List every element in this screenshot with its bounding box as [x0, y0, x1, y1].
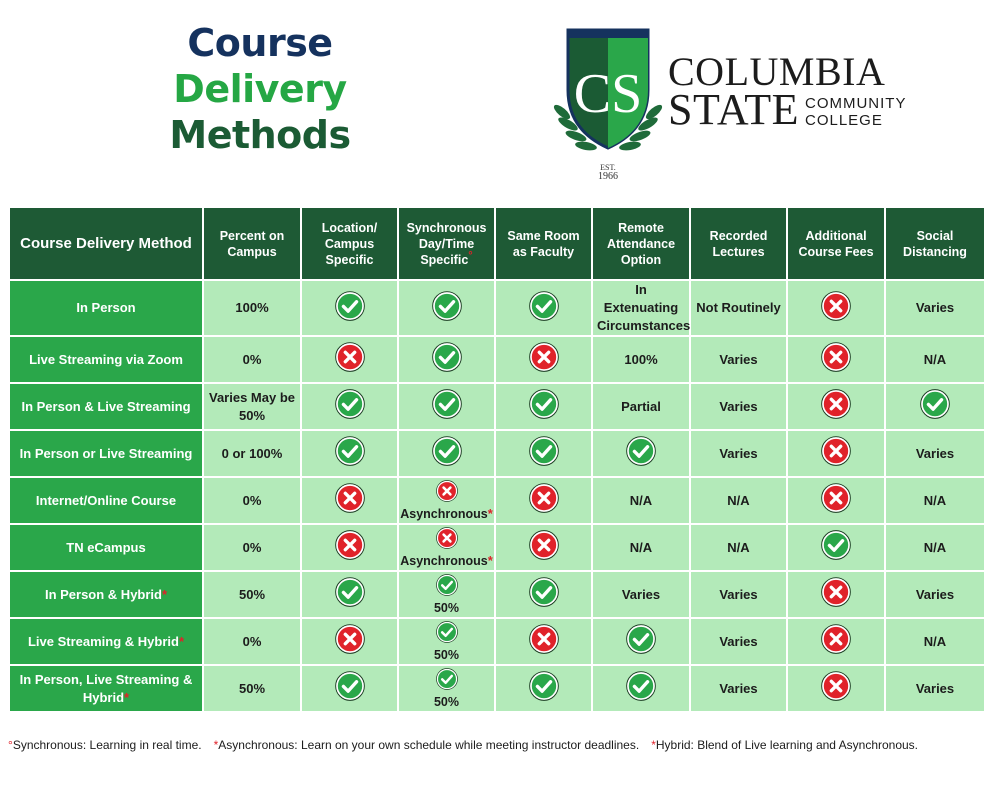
- method-cell: [9, 618, 203, 665]
- cell-text: N/A: [629, 539, 653, 555]
- svg-text:CS: CS: [573, 63, 643, 125]
- method-cell: [9, 430, 203, 477]
- table-cell: [203, 571, 301, 618]
- title-line-1: Course: [187, 21, 333, 65]
- cell-text: 0 or 100%: [221, 445, 283, 461]
- cross-icon: [529, 483, 559, 518]
- footnote-item: [214, 738, 640, 752]
- column-header: [787, 207, 885, 280]
- footnote-text: Synchronous: Learning in real time.: [12, 738, 202, 752]
- cell-text: Varies: [915, 300, 955, 315]
- cell-text: Varies: [719, 680, 758, 696]
- footnote-mark: °: [8, 738, 13, 752]
- table-row: [9, 280, 985, 336]
- table-cell: [885, 336, 985, 383]
- cell-text: N/A: [923, 351, 947, 367]
- table-cell: [690, 430, 787, 477]
- cell-text: 0%: [242, 351, 262, 367]
- svg-text:EST.: EST.: [600, 163, 616, 172]
- method-cell: [9, 665, 203, 712]
- cell-text: Varies: [719, 586, 758, 602]
- column-header-label: Additional Course Fees: [798, 228, 874, 259]
- cell-text: N/A: [923, 633, 947, 649]
- table-cell: [301, 383, 398, 430]
- footnote-mark: *: [213, 738, 219, 752]
- method-cell: [9, 280, 203, 336]
- asynchronous-mark: *: [487, 552, 493, 568]
- cell-text: Not Routinely: [696, 300, 781, 315]
- column-header-label: Same Room as Faculty: [507, 228, 580, 259]
- cell-sublabel-text: 50%: [433, 600, 460, 615]
- table-cell: [787, 383, 885, 430]
- title-line-3: Methods: [169, 113, 351, 157]
- column-header-label: Recorded Lectures: [709, 228, 768, 259]
- table-cell: [690, 477, 787, 524]
- table-cell: [495, 430, 592, 477]
- table-cell: [398, 383, 495, 430]
- check-icon: [335, 389, 365, 424]
- table-cell: [398, 280, 495, 336]
- table-cell: [301, 477, 398, 524]
- cell-sublabel: [434, 647, 459, 663]
- cell-text: 100%: [235, 300, 269, 315]
- method-label: In Person & Hybrid: [44, 586, 162, 602]
- hybrid-mark: *: [161, 586, 168, 602]
- table-cell: [885, 477, 985, 524]
- check-icon: [432, 389, 462, 424]
- table-cell: [787, 571, 885, 618]
- check-icon: [626, 436, 656, 471]
- cell-text: Varies May be 50%: [209, 389, 295, 423]
- table-cell: [495, 665, 592, 712]
- table-cell: [885, 383, 985, 430]
- table-cell: [885, 665, 985, 712]
- cross-icon: [821, 671, 851, 706]
- column-header-label: Synchronous Day/Time Specific: [406, 220, 487, 267]
- check-icon: [529, 671, 559, 706]
- table-cell: [203, 665, 301, 712]
- logo-wordmark: COLUMBIA STATE COMMUNITY COLLEGE: [668, 49, 907, 134]
- table-cell: [885, 524, 985, 571]
- icon-with-label: [403, 621, 490, 663]
- icon-with-label: [400, 527, 493, 569]
- check-icon: [529, 389, 559, 424]
- table-cell: [398, 477, 495, 524]
- method-cell: [9, 477, 203, 524]
- table-cell: [398, 571, 495, 618]
- table-cell: [592, 571, 690, 618]
- cell-sublabel-text: Asynchronous: [400, 553, 488, 568]
- check-icon: [436, 621, 458, 647]
- table-cell: [592, 383, 690, 430]
- hybrid-mark: *: [178, 633, 185, 649]
- table-cell: [398, 336, 495, 383]
- check-icon: [821, 530, 851, 565]
- cross-icon: [335, 624, 365, 659]
- table-cell: [787, 430, 885, 477]
- asynchronous-mark: *: [487, 505, 493, 521]
- cell-sublabel: [434, 600, 459, 616]
- cell-text: N/A: [629, 492, 653, 508]
- cross-icon: [335, 342, 365, 377]
- cell-text: Varies: [719, 445, 758, 461]
- check-icon: [529, 577, 559, 612]
- cross-icon: [335, 483, 365, 518]
- cross-icon: [436, 527, 458, 553]
- check-icon: [529, 436, 559, 471]
- table-cell: [495, 477, 592, 524]
- method-cell: [9, 571, 203, 618]
- table-cell: [690, 280, 787, 336]
- table-row: [9, 430, 985, 477]
- table-cell: [301, 618, 398, 665]
- table-cell: [885, 430, 985, 477]
- method-cell: [9, 383, 203, 430]
- table-cell: [885, 571, 985, 618]
- check-icon: [432, 291, 462, 326]
- check-icon: [335, 577, 365, 612]
- table-cell: [592, 430, 690, 477]
- cross-icon: [335, 530, 365, 565]
- cell-text: N/A: [923, 539, 947, 555]
- method-label: Internet/Online Course: [35, 492, 177, 508]
- footnote-mark: *: [651, 738, 656, 752]
- check-icon: [335, 291, 365, 326]
- table-cell: [787, 665, 885, 712]
- column-header-label: Percent on Campus: [219, 228, 285, 259]
- column-header: [203, 207, 301, 280]
- cross-icon: [529, 624, 559, 659]
- table-cell: [495, 383, 592, 430]
- table-cell: [301, 524, 398, 571]
- cell-text: Varies: [719, 633, 758, 649]
- column-header: [301, 207, 398, 280]
- table-row: [9, 383, 985, 430]
- column-header-label: Location/ Campus Specific: [321, 220, 378, 267]
- check-icon: [335, 436, 365, 471]
- table-cell: [495, 280, 592, 336]
- column-header-label: Course Delivery Method: [20, 234, 192, 252]
- cross-icon: [821, 291, 851, 326]
- cell-text: 0%: [242, 492, 262, 508]
- column-header-label: Social Distancing: [903, 228, 967, 259]
- icon-with-label: [403, 574, 490, 616]
- cell-text: Partial: [621, 398, 661, 414]
- cell-text: In Extenuating Circumstances: [597, 282, 691, 333]
- cell-sublabel: [434, 694, 459, 710]
- table-cell: [885, 618, 985, 665]
- cell-text: N/A: [727, 492, 750, 508]
- cross-icon: [821, 342, 851, 377]
- method-label: Live Streaming via Zoom: [29, 351, 183, 367]
- column-header: [690, 207, 787, 280]
- cell-sublabel-text: 50%: [433, 647, 460, 662]
- svg-text:1966: 1966: [598, 171, 618, 180]
- cell-text: Varies: [915, 680, 955, 696]
- cell-sublabel-text: 50%: [433, 694, 460, 709]
- table-cell: [592, 665, 690, 712]
- icon-with-label: [403, 668, 490, 710]
- check-icon: [920, 389, 950, 424]
- table-cell: [203, 280, 301, 336]
- table-cell: [690, 665, 787, 712]
- table-row: [9, 571, 985, 618]
- cell-text: Varies: [719, 398, 758, 414]
- hybrid-mark: *: [124, 689, 130, 705]
- table-cell: [398, 430, 495, 477]
- cross-icon: [529, 342, 559, 377]
- table-cell: [301, 430, 398, 477]
- delivery-methods-table: [8, 206, 986, 713]
- cell-text: 100%: [624, 351, 658, 367]
- check-icon: [529, 291, 559, 326]
- footnotes: [8, 738, 992, 752]
- check-icon: [432, 436, 462, 471]
- column-header-label: Remote Attendance Option: [606, 220, 676, 267]
- footnote-text: Asynchronous: Learn on your own schedule while meeting instructor deadlines.: [218, 738, 640, 752]
- table-cell: [203, 430, 301, 477]
- table-cell: [885, 280, 985, 336]
- method-label: In Person or Live Streaming: [19, 445, 193, 461]
- cell-text: Varies: [719, 351, 758, 367]
- cross-icon: [529, 530, 559, 565]
- cross-icon: [821, 436, 851, 471]
- cell-text: N/A: [923, 492, 947, 508]
- page-title: [140, 20, 380, 158]
- table-row: [9, 477, 985, 524]
- table-cell: [787, 336, 885, 383]
- cell-text: Varies: [915, 586, 955, 602]
- table-cell: [495, 336, 592, 383]
- footnote-item: [651, 738, 918, 752]
- method-label: TN eCampus: [66, 539, 146, 555]
- check-icon: [626, 624, 656, 659]
- cell-sublabel: [400, 506, 493, 522]
- method-cell: [9, 524, 203, 571]
- table-cell: [495, 618, 592, 665]
- cell-text: N/A: [727, 539, 750, 555]
- footnote-item: [8, 738, 202, 752]
- table-row: [9, 336, 985, 383]
- shield-crest-icon: [548, 20, 668, 180]
- table-cell: [203, 336, 301, 383]
- cell-text: Varies: [915, 445, 955, 461]
- cross-icon: [436, 480, 458, 506]
- table-cell: [398, 618, 495, 665]
- check-icon: [626, 671, 656, 706]
- table-cell: [787, 477, 885, 524]
- table-cell: [203, 383, 301, 430]
- column-header: [495, 207, 592, 280]
- table-cell: [592, 477, 690, 524]
- column-header: [9, 207, 203, 280]
- cross-icon: [821, 577, 851, 612]
- table-cell: [592, 280, 690, 336]
- table-header-row: [9, 207, 985, 280]
- table-cell: [301, 280, 398, 336]
- cell-sublabel: [400, 553, 493, 569]
- cell-text: 0%: [242, 539, 262, 555]
- table-cell: [690, 618, 787, 665]
- cell-text: 0%: [242, 633, 262, 649]
- column-header: [398, 207, 495, 280]
- table-cell: [592, 336, 690, 383]
- synchronous-mark: °: [468, 249, 473, 262]
- table-cell: [203, 477, 301, 524]
- method-label: In Person, Live Streaming & Hybrid: [19, 671, 193, 705]
- table-cell: [787, 280, 885, 336]
- table-cell: [787, 524, 885, 571]
- table-row: [9, 618, 985, 665]
- cross-icon: [821, 624, 851, 659]
- college-logo: [548, 20, 948, 180]
- column-header: [592, 207, 690, 280]
- table-cell: [690, 524, 787, 571]
- cell-text: 50%: [238, 680, 266, 696]
- table-cell: [203, 618, 301, 665]
- table-cell: [398, 665, 495, 712]
- cell-sublabel-text: Asynchronous: [400, 506, 488, 521]
- method-label: In Person & Live Streaming: [21, 398, 191, 414]
- method-label: In Person: [76, 300, 136, 315]
- table-cell: [203, 524, 301, 571]
- check-icon: [436, 668, 458, 694]
- cross-icon: [821, 389, 851, 424]
- table-cell: [398, 524, 495, 571]
- table-cell: [495, 524, 592, 571]
- icon-with-label: [400, 480, 493, 522]
- check-icon: [335, 671, 365, 706]
- check-icon: [432, 342, 462, 377]
- cell-text: 50%: [238, 586, 266, 602]
- table-cell: [690, 383, 787, 430]
- table-cell: [301, 336, 398, 383]
- table-cell: [787, 618, 885, 665]
- method-label: Live Streaming & Hybrid: [27, 633, 179, 649]
- table-cell: [690, 336, 787, 383]
- table-cell: [592, 618, 690, 665]
- cell-text: Varies: [621, 586, 661, 602]
- method-cell: [9, 336, 203, 383]
- table-row: [9, 665, 985, 712]
- table-row: [9, 524, 985, 571]
- table-cell: [301, 571, 398, 618]
- cross-icon: [821, 483, 851, 518]
- check-icon: [436, 574, 458, 600]
- table-cell: [592, 524, 690, 571]
- title-line-2: Delivery: [173, 67, 347, 111]
- table-cell: [495, 571, 592, 618]
- table-cell: [301, 665, 398, 712]
- table-cell: [690, 571, 787, 618]
- footnote-text: Hybrid: Blend of Live learning and Asynchronous.: [655, 738, 919, 752]
- column-header: [885, 207, 985, 280]
